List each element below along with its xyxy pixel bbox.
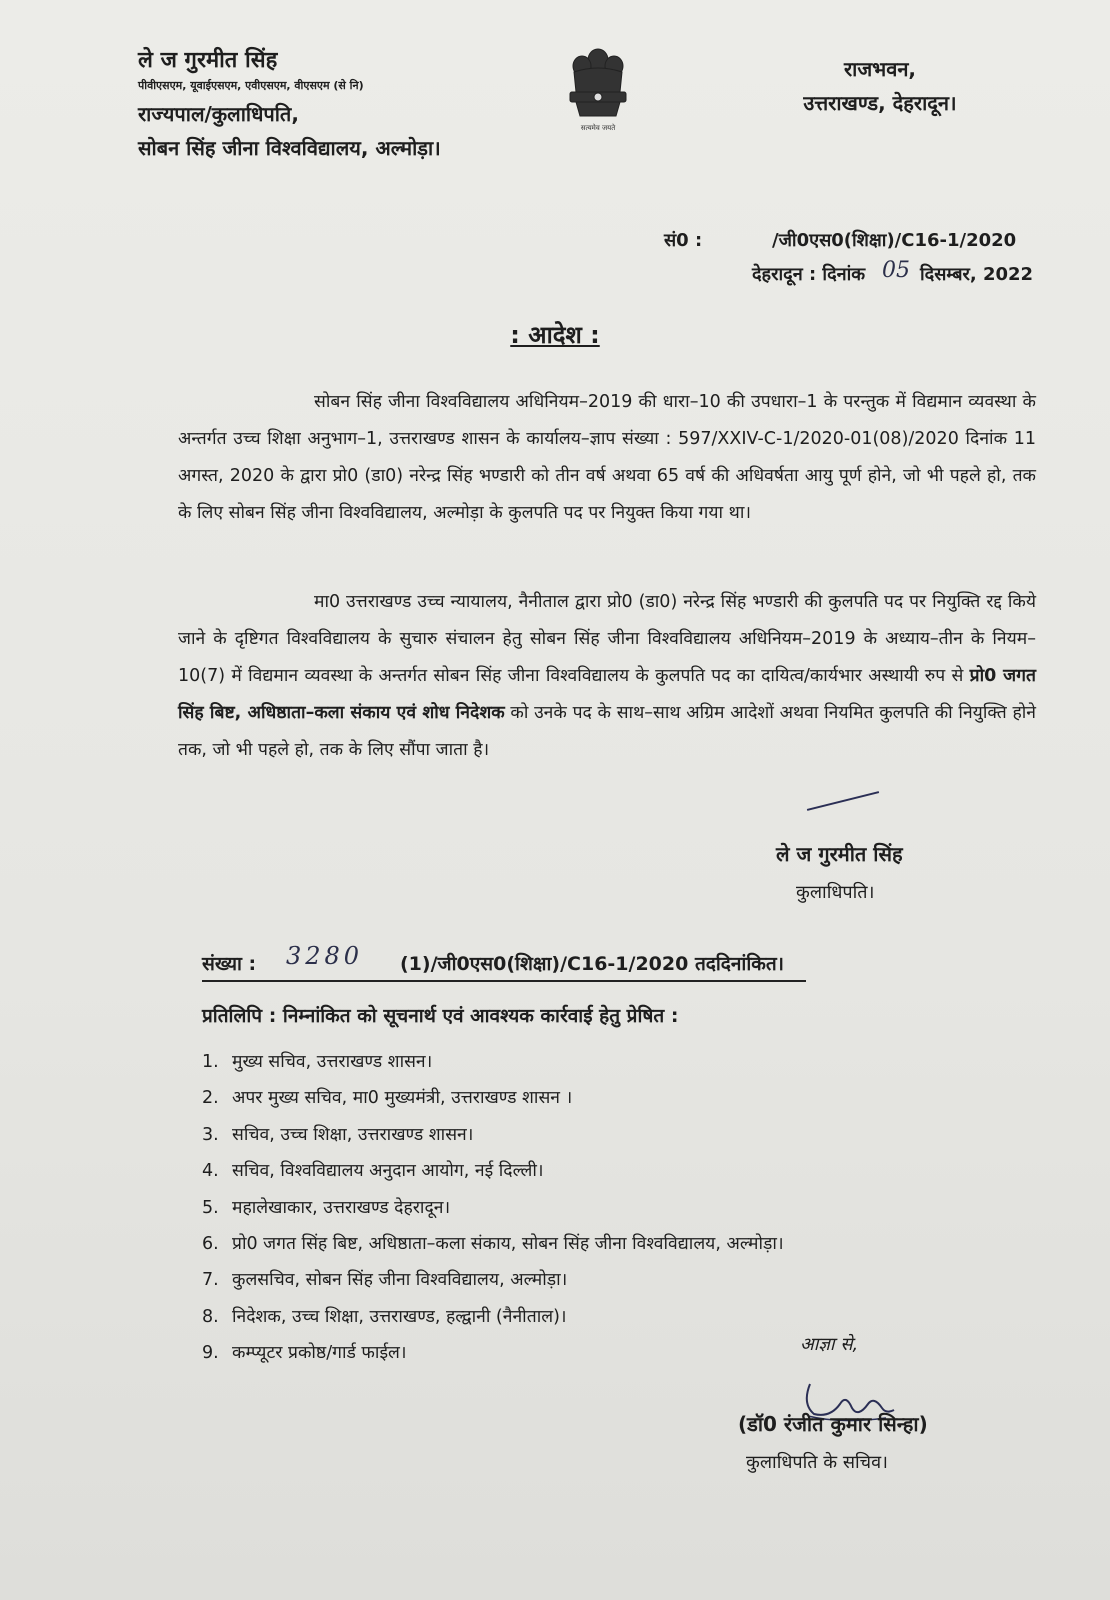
list-item-text: कुलसचिव, सोबन सिंह जीना विश्वविद्यालय, अल्मोड़ा। [232,1270,568,1291]
list-item-text: मुख्य सचिव, उत्तराखण्ड शासन। [232,1052,433,1072]
list-item-number: 5. [202,1197,219,1218]
list-item [202,1299,784,1335]
list-item [202,1153,784,1189]
list-item-number: 3. [202,1124,219,1145]
list-item [202,1117,784,1153]
list-item [202,1335,784,1371]
list-item-text: सचिव, उच्च शिक्षा, उत्तराखण्ड शासन। [232,1124,474,1145]
copy-intro: प्रतिलिपि : निम्नांकित को सूचनार्थ एवं आवश्यक कार्रवाई हेतु प्रेषित : [202,1005,679,1027]
list-item-number: 2. [202,1088,219,1109]
date-month-year: दिसम्बर, 2022 [920,264,1034,285]
list-item [202,1190,784,1226]
signature-stroke [807,791,879,811]
list-item-number: 4. [202,1161,219,1182]
order-paragraph-2 [178,584,1036,769]
para2-appointee: प्रो0 जगत सिंह बिष्ट, अधिष्ठाता–कला संकाय एवं शोध निदेशक [178,666,1036,723]
list-item-number: 1. [202,1052,219,1072]
order-paragraph-1: सोबन सिंह जीना विश्वविद्यालय अधिनियम–2019 की धारा–10 की उपधारा–1 के परन्तुक में विद्यमान व्यवस्था के अन्तर्गत उच्च शिक्षा अनुभाग–1, उत्तराखण्ड शासन के कार्यालय–ज्ञाप संख्या : 597/XXIV-C-1/2020-01(08)/2020 दिनांक 11 अगस्त, 2020 के द्वारा प्रो0 (डा0) नरेन्द्र सिंह भण्डारी को तीन वर्ष अथवा 65 वर्ष की अधिवर्षता आयु पूर्ण होने, जो भी पहले हो, तक के लिए सोबन सिंह जीना विश्वविद्यालय, अल्मोड़ा के कुलपति पद पर नियुक्त किया गया था। [178,392,1036,523]
university-name: सोबन सिंह जीना विश्वविद्यालय, अल्मोड़ा। [138,136,441,160]
copy-number-handwritten: 3280 [286,942,364,970]
governor-awards: पीवीएसएम, यूवाईएसएम, एवीएसएम, वीएसएम (से नि) [138,79,364,92]
para2-part1: मा0 उत्तराखण्ड उच्च न्यायालय, नैनीताल द्वारा प्रो0 (डा0) नरेन्द्र सिंह भण्डारी की कुलपति पद पर नियुक्ति रद्द किये जाने के दृष्टिगत विश्वविद्यालय के सुचारु संचालन हेतु सोबन सिंह जीना विश्वविद्यालय अधिनियम–2019 के अध्याय–तीन के नियम–10(7) में विद्यमान व्यवस्था के अन्तर्गत सोबन सिंह जीना विश्वविद्यालय के कुलपति पद का दायित्व/कार्यभार अस्थायी रुप से [178,592,1036,686]
date-label: देहरादून : दिनांक [752,264,866,285]
list-item-text: प्रो0 जगत सिंह बिष्ट, अधिष्ठाता–कला संकाय, सोबन सिंह जीना विश्वविद्यालय, अल्मोड़ा। [232,1233,784,1254]
place-line-2: उत्तराखण्ड, देहरादून। [803,91,957,115]
copy-number-underline [202,980,806,982]
list-item [202,1226,784,1262]
list-item-text: सचिव, विश्वविद्यालय अनुदान आयोग, नई दिल्ली। [232,1161,544,1182]
list-item-text: कम्प्यूटर प्रकोष्ठ/गार्ड फाईल। [232,1343,407,1364]
para2-part2: को उनके पद के साथ–साथ अग्रिम आदेशों अथवा नियमित कुलपति की नियुक्ति होने तक, जो भी पहले हो, तक के लिए सौंपा जाता है। [178,703,1036,760]
by-order-text: आज्ञा से, [800,1334,859,1355]
list-item [202,1044,784,1080]
distribution-list [202,1044,784,1372]
secretary-name: (डॉ0 रंजीत कुमार सिन्हा) [738,1412,928,1436]
order-title: : आदेश : [510,321,600,349]
secretary-designation: कुलाधिपति के सचिव। [746,1452,888,1473]
reference-label: सं0 : [664,230,703,251]
list-item-number: 6. [202,1233,219,1254]
signatory-designation: कुलाधिपति। [796,882,875,903]
list-item-number: 7. [202,1270,219,1291]
copy-number-label: संख्या : [202,953,257,975]
governor-designation: राज्यपाल/कुलाधिपति, [138,102,299,126]
list-item-text: महालेखाकार, उत्तराखण्ड देहरादून। [232,1197,451,1218]
copy-number-reference: (1)/जी0एस0(शिक्षा)/C16-1/2020 तददिनांकित। [400,953,784,975]
place-block [770,52,990,120]
governor-name: ले ज गुरमीत सिंह [138,48,278,73]
date-handwritten: 05 [882,258,910,283]
signatory-name: ले ज गुरमीत सिंह [776,842,903,866]
place-line-1: राजभवन, [843,57,917,81]
list-item-text: अपर मुख्य सचिव, मा0 मुख्यमंत्री, उत्तराखण्ड शासन । [232,1088,573,1109]
list-item-number: 9. [202,1343,219,1364]
reference-number: /जी0एस0(शिक्षा)/C16-1/2020 [772,230,1017,251]
list-item [202,1262,784,1298]
emblem-motto: सत्यमेव जयते [580,124,616,132]
list-item [202,1080,784,1116]
list-item-number: 8. [202,1306,219,1327]
ashoka-emblem-icon [560,42,636,138]
list-item-text: निदेशक, उच्च शिक्षा, उत्तराखण्ड, हल्द्वानी (नैनीताल)। [232,1306,567,1327]
